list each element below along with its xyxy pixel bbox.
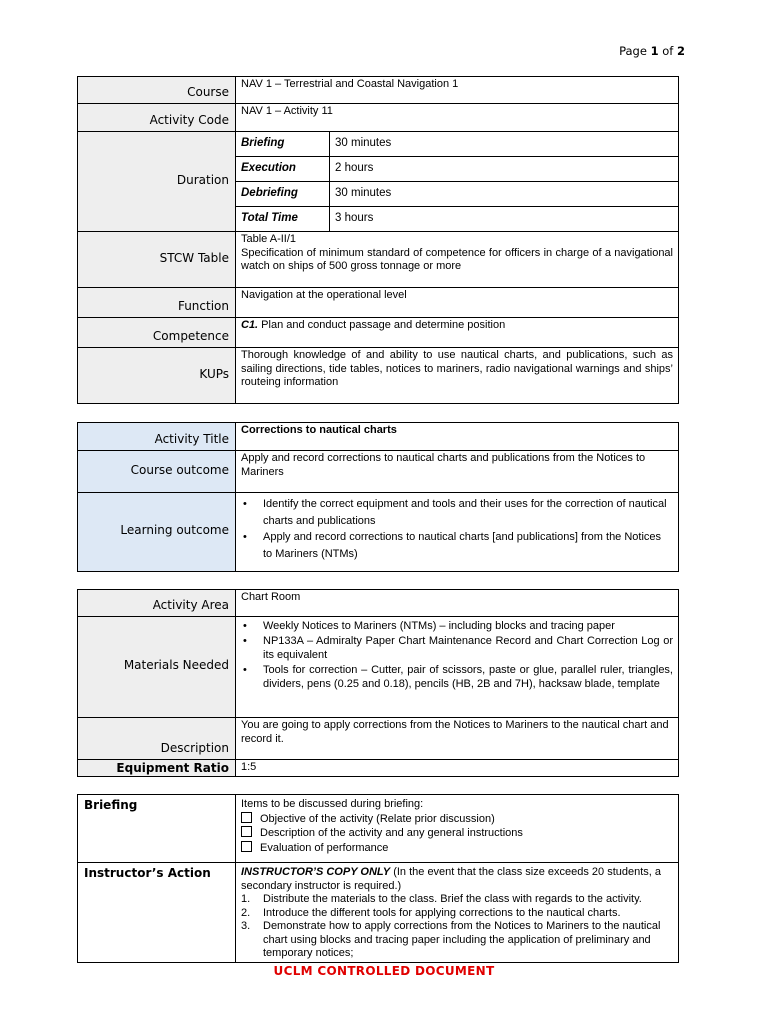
stcw-value [236, 232, 679, 288]
list-item: • NP133A – Admiralty Paper Chart Maintenance Record and Chart Correction Log or its equivalent [243, 634, 673, 661]
course-value: NAV 1 – Terrestrial and Coastal Navigation 1 [236, 77, 679, 104]
checkbox-item: Evaluation of performance [241, 841, 673, 856]
course-label: Course [78, 77, 236, 104]
duration-key: Execution [236, 157, 330, 182]
equipment-ratio-label: Equipment Ratio [78, 760, 236, 777]
competence-label: Competence [78, 318, 236, 348]
instructor-action-label: Instructor’s Action [78, 863, 236, 963]
checkbox-icon[interactable] [241, 826, 252, 837]
briefing-intro: Items to be discussed during briefing: [241, 798, 424, 810]
briefing-items [236, 795, 679, 863]
list-item: 1. Distribute the materials to the class. Brief the class with regards to the activity. [241, 893, 642, 905]
function-value: Navigation at the operational level [236, 288, 679, 318]
checkbox-item: Description of the activity and any general instructions [241, 826, 673, 841]
description-value: You are going to apply corrections from the Notices to Mariners to the nautical chart and record it. [236, 718, 679, 760]
activity-area-value: Chart Room [236, 590, 679, 617]
list-item: • Weekly Notices to Mariners (NTMs) – including blocks and tracing paper [243, 620, 615, 632]
stcw-table-ref: Table A-II/1 [241, 233, 297, 245]
briefing-label: Briefing [78, 795, 236, 863]
competence-text: Plan and conduct passage and determine position [258, 319, 506, 331]
course-outcome-value: Apply and record corrections to nautical charts and publications from the Notices to Mariners [236, 451, 679, 493]
equipment-ratio-value: 1:5 [236, 760, 679, 777]
checkbox-item: Objective of the activity (Relate prior discussion) [241, 812, 673, 827]
stcw-label: STCW Table [78, 232, 236, 288]
activity-code-value: NAV 1 – Activity 11 [236, 104, 679, 132]
duration-value: 2 hours [330, 157, 679, 182]
instructor-copy-note: INSTRUCTOR’S COPY ONLY [241, 866, 391, 878]
list-item: • Apply and record corrections to nautical charts [and publications] from the Notices to Mariners (NTMs) [243, 531, 662, 560]
briefing-table [77, 794, 679, 963]
list-item: 2. Introduce the different tools for applying corrections to the nautical charts. [241, 906, 621, 919]
checkbox-icon[interactable] [241, 812, 252, 823]
activity-title-label: Activity Title [78, 423, 236, 451]
learning-outcome-label: Learning outcome [78, 493, 236, 572]
materials-table [77, 589, 679, 777]
list-item: • Identify the correct equipment and tools and their uses for the correction of nautical charts and publications [243, 498, 667, 527]
activity-code-label: Activity Code [78, 104, 236, 132]
duration-table [236, 132, 678, 231]
stcw-specification: Specification of minimum standard of competence for officers in charge of a navigational watch on ships of 500 gross tonnage or more [241, 246, 673, 272]
activity-area-label: Activity Area [78, 590, 236, 617]
duration-value: 30 minutes [330, 132, 679, 157]
instructor-action-content: INSTRUCTOR’S COPY ONLY (In the event that the class size exceeds 20 students, a secondary instructor is required.) 1. Distribute the materials to the class. Brief the class with regards to the activity. 2. Introduce the different tools for applying corrections to the nautical charts. 3. Demonstrate how to apply corrections from the Notices to Mariners to the nautical chart using blocks and tracing paper including the application of preliminary and temporary notices; [236, 863, 679, 963]
duration-key: Total Time [236, 207, 330, 232]
controlled-document-footer: UCLM CONTROLLED DOCUMENT [273, 964, 495, 978]
duration-value: 3 hours [335, 212, 374, 225]
duration-key: Debriefing [236, 182, 330, 207]
function-label: Function [78, 288, 236, 318]
activity-table [77, 422, 679, 572]
course-info-table [77, 76, 679, 404]
list-item: • Tools for correction – Cutter, pair of scissors, paste or glue, parallel ruler, triangles, dividers, pens (0.25 and 0.18), pencils (HB, 2B and 7H), hacksaw blade, template [243, 663, 673, 690]
duration-label: Duration [78, 132, 236, 232]
course-outcome-label: Course outcome [78, 451, 236, 493]
checkbox-icon[interactable] [241, 841, 252, 852]
competence-value [236, 318, 679, 348]
learning-outcome-list [236, 493, 679, 572]
page-number: Page 1 of 2 [619, 44, 685, 58]
activity-title-value: Corrections to nautical charts [236, 423, 679, 451]
kups-value: Thorough knowledge of and ability to use nautical charts, and publications, such as sailing directions, tide tables, notices to mariners, radio navigational warnings and ships’ routeing information [236, 348, 679, 404]
duration-value: 30 minutes [330, 182, 679, 207]
kups-label: KUPs [78, 348, 236, 404]
materials-label: Materials Needed [78, 617, 236, 718]
list-item: 3. Demonstrate how to apply corrections from the Notices to Mariners to the nautical chart using blocks and tracing paper including the application of preliminary and temporary notices; [241, 920, 661, 959]
duration-key: Briefing [236, 132, 330, 157]
materials-list [236, 617, 679, 718]
description-label: Description [78, 718, 236, 760]
competence-code: C1. [241, 319, 259, 331]
